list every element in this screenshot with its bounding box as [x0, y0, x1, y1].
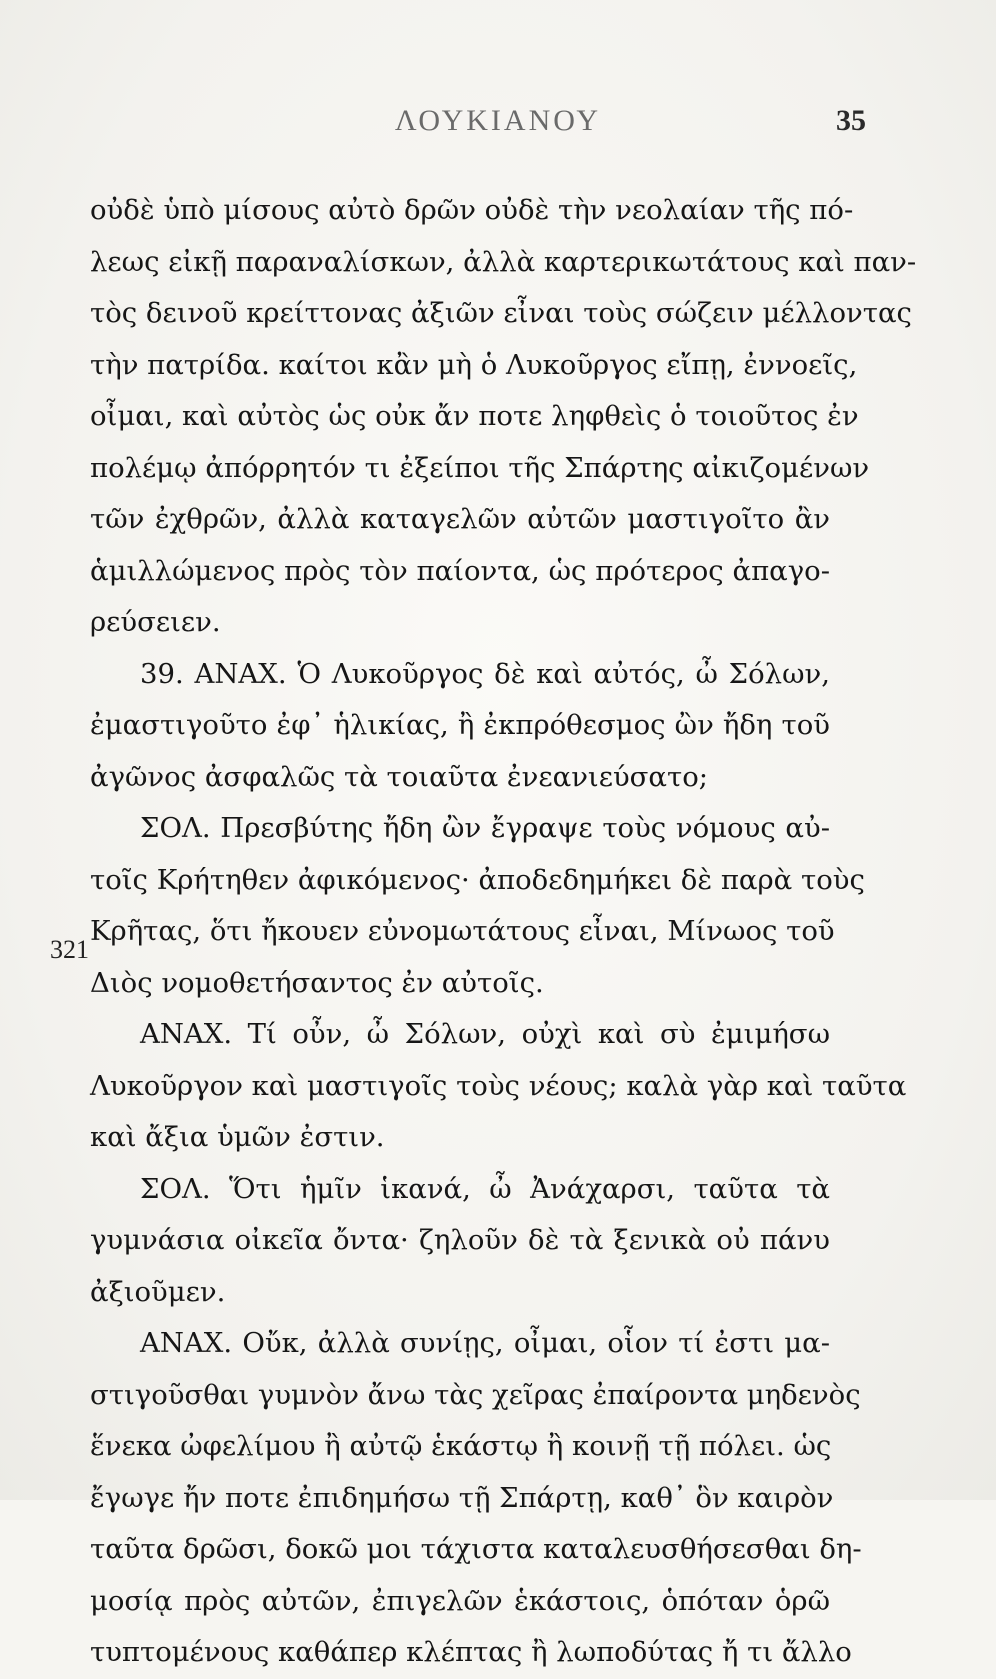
- text-line: γυμνάσια οἰκεῖα ὄντα· ζηλοῦν δὲ τὰ ξενικὰ οὐ πάνυ: [90, 1224, 830, 1256]
- text-line: ἁμιλλώμενος πρὸς τὸν παίοντα, ὡς πρότερος ἀπαγο-: [90, 554, 830, 587]
- text-line: οἶμαι, καὶ αὐτὸς ὡς οὐκ ἄν ποτε ληφθεὶς ὁ τοιοῦτος ἐν: [90, 400, 859, 432]
- text-line: ΣΟΛ. Πρεσβύτης ἤδη ὢν ἔγραψε τοὺς νόμους αὐ-: [140, 812, 830, 844]
- text-line: ἀγῶνος ἀσφαλῶς τὰ τοιαῦτα ἐνεανιεύσατο;: [90, 760, 709, 793]
- text-line: στιγοῦσθαι γυμνὸν ἄνω τὰς χεῖρας ἐπαίροντα μηδενὸς: [90, 1378, 861, 1411]
- text-line: 39. ΑΝΑΧ. Ὁ Λυκοῦργος δὲ καὶ αὐτός, ὦ Σόλων,: [140, 657, 830, 690]
- page-number: 35: [836, 104, 866, 137]
- margin-section-number: 321: [50, 935, 89, 964]
- running-head: [90, 104, 906, 144]
- text-line: τὴν πατρίδα. καίτοι κἂν μὴ ὁ Λυκοῦργος εἴπῃ, ἐννοεῖς,: [90, 348, 858, 381]
- text-line: λεως εἰκῇ παραναλίσκων, ἀλλὰ καρτερικωτάτους καὶ παν-: [90, 245, 917, 278]
- text-line: ἐμαστιγοῦτο ἐφ᾽ ἡλικίας, ἢ ἐκπρόθεσμος ὢν ἤδη τοῦ: [90, 709, 830, 741]
- text-line: ἔγωγε ἤν ποτε ἐπιδημήσω τῇ Σπάρτῃ, καθ᾽ ὃν καιρὸν: [90, 1481, 834, 1514]
- text-line: τυπτομένους καθάπερ κλέπτας ἢ λωποδύτας ἤ τι ἄλλο: [90, 1636, 852, 1668]
- running-title: ΛΟΥΚΙΑΝΟΥ: [394, 104, 602, 137]
- text-line: ταῦτα δρῶσι, δοκῶ μοι τάχιστα καταλευσθήσεσθαι δη-: [90, 1533, 862, 1565]
- text-line: τῶν ἐχθρῶν, ἀλλὰ καταγελῶν αὐτῶν μαστιγοῖτο ἂν: [90, 503, 830, 535]
- text-line: ΑΝΑΧ. Οὔκ, ἀλλὰ συνίῃς, οἶμαι, οἷον τί ἐστι μα-: [140, 1327, 830, 1359]
- text-line: τὸς δεινοῦ κρείττονας ἀξιῶν εἶναι τοὺς σώζειν μέλλοντας: [90, 297, 912, 329]
- text-line: τοῖς Κρήτηθεν ἀφικόμενος· ἀποδεδημήκει δὲ παρὰ τοὺς: [90, 863, 865, 896]
- text-line: ΣΟΛ. Ὅτι ἡμῖν ἱκανά, ὦ Ἀνάχαρσι, ταῦτα τὰ: [140, 1172, 830, 1205]
- text-line: πολέμῳ ἀπόρρητόν τι ἐξείποι τῆς Σπάρτης αἰκιζομένων: [90, 451, 870, 484]
- text-line: ΑΝΑΧ. Τί οὖν, ὦ Σόλων, οὐχὶ καὶ σὺ ἐμιμήσω: [140, 1018, 830, 1050]
- text-body: [90, 185, 917, 1679]
- text-line: ἀξιοῦμεν.: [90, 1275, 226, 1308]
- text-line: μοσίᾳ πρὸς αὐτῶν, ἐπιγελῶν ἑκάστοις, ὁπόταν ὁρῶ: [90, 1584, 830, 1617]
- text-line: ἕνεκα ὠφελίμου ἢ αὐτῷ ἑκάστῳ ἢ κοινῇ τῇ πόλει. ὡς: [90, 1430, 832, 1462]
- text-line: καὶ ἄξια ὑμῶν ἐστιν.: [90, 1121, 385, 1153]
- text-line: ρεύσειεν.: [90, 606, 221, 638]
- text-line: οὐδὲ ὑπὸ μίσους αὐτὸ δρῶν οὐδὲ τὴν νεολαίαν τῆς πό-: [90, 194, 854, 226]
- text-line: Λυκοῦργον καὶ μαστιγοῖς τοὺς νέους; καλὰ γὰρ καὶ ταῦτα: [90, 1069, 907, 1102]
- text-line: Διὸς νομοθετήσαντος ἐν αὐτοῖς.: [90, 966, 544, 999]
- text-line: Κρῆτας, ὅτι ἤκουεν εὐνομωτάτους εἶναι, Μίνωος τοῦ: [90, 915, 835, 947]
